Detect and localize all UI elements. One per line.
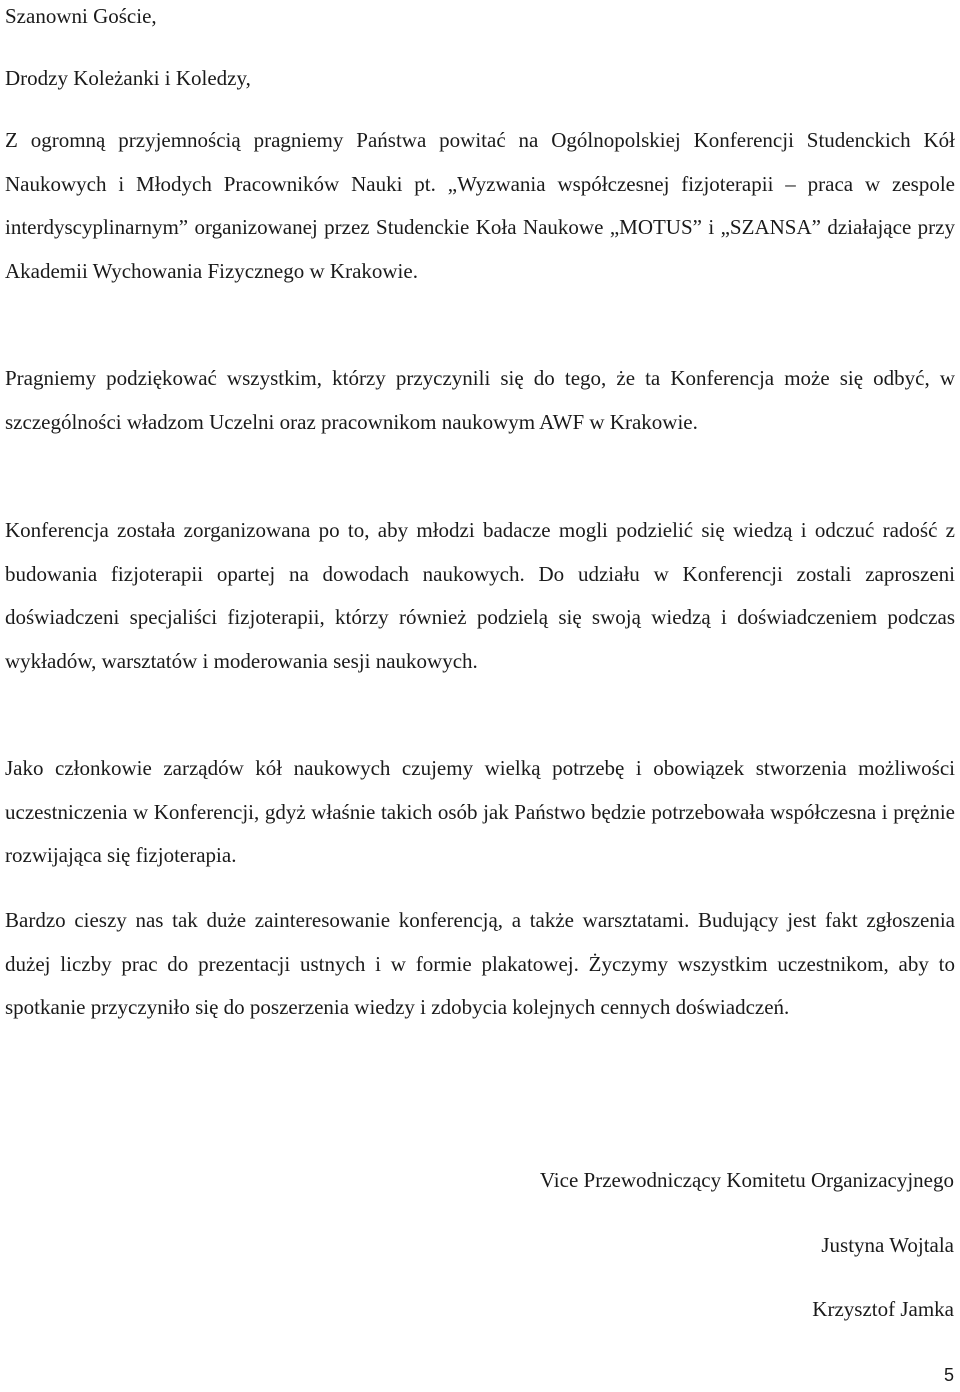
- salutation-guests: Szanowni Goście,: [5, 4, 157, 28]
- paragraph-interest: Bardzo cieszy nas tak duże zainteresowanie konferencją, a także warsztatami. Budujący jest fakt zgłoszenia dużej liczby prac do prezentacji ustnych i w formie plakatowej. Życzymy wszystkim uczestnikom, aby to spotkanie przyczyniło się do poszerzenia wiedzy i zdobycia kolejnych cennych doświadczeń.: [5, 908, 955, 1019]
- paragraph-welcome: Z ogromną przyjemnością pragniemy Państwa powitać na Ogólnopolskiej Konferencji Studenckich Kół Naukowych i Młodych Pracowników Nauki pt. „Wyzwania współczesnej fizjoterapii – praca w zespole interdyscyplinarnym” organizowanej przez Studenckie Koła Naukowe „MOTUS” i „SZANSA” działające przy Akademii Wychowania Fizycznego w Krakowie.: [5, 128, 955, 283]
- signature-title: Vice Przewodniczący Komitetu Organizacyjnego: [539, 1168, 954, 1192]
- page-number: 5: [943, 1365, 954, 1385]
- signature-name-1: Justyna Wojtala: [821, 1233, 954, 1257]
- salutation-colleagues: Drodzy Koleżanki i Koledzy,: [5, 66, 251, 90]
- paragraph-thanks: Pragniemy podziękować wszystkim, którzy przyczynili się do tego, że ta Konferencja może się odbyć, w szczególności władzom Uczelni oraz pracownikom naukowym AWF w Krakowie.: [5, 366, 955, 434]
- paragraph-board: Jako członkowie zarządów kół naukowych czujemy wielką potrzebę i obowiązek stworzenia możliwości uczestniczenia w Konferencji, gdyż właśnie takich osób jak Państwo będzie potrzebowała współczesna i prężnie rozwijająca się fizjoterapia.: [5, 756, 955, 867]
- paragraph-purpose: Konferencja została zorganizowana po to, aby młodzi badacze mogli podzielić się wiedzą i odczuć radość z budowania fizjoterapii opartej na dowodach naukowych. Do udziału w Konferencji zostali zaproszeni doświadczeni specjaliści fizjoterapii, którzy również podzielą się swoją wiedzą i doświadczeniem podczas wykładów, warsztatów i moderowania sesji naukowych.: [5, 518, 955, 673]
- signature-name-2: Krzysztof Jamka: [812, 1297, 954, 1321]
